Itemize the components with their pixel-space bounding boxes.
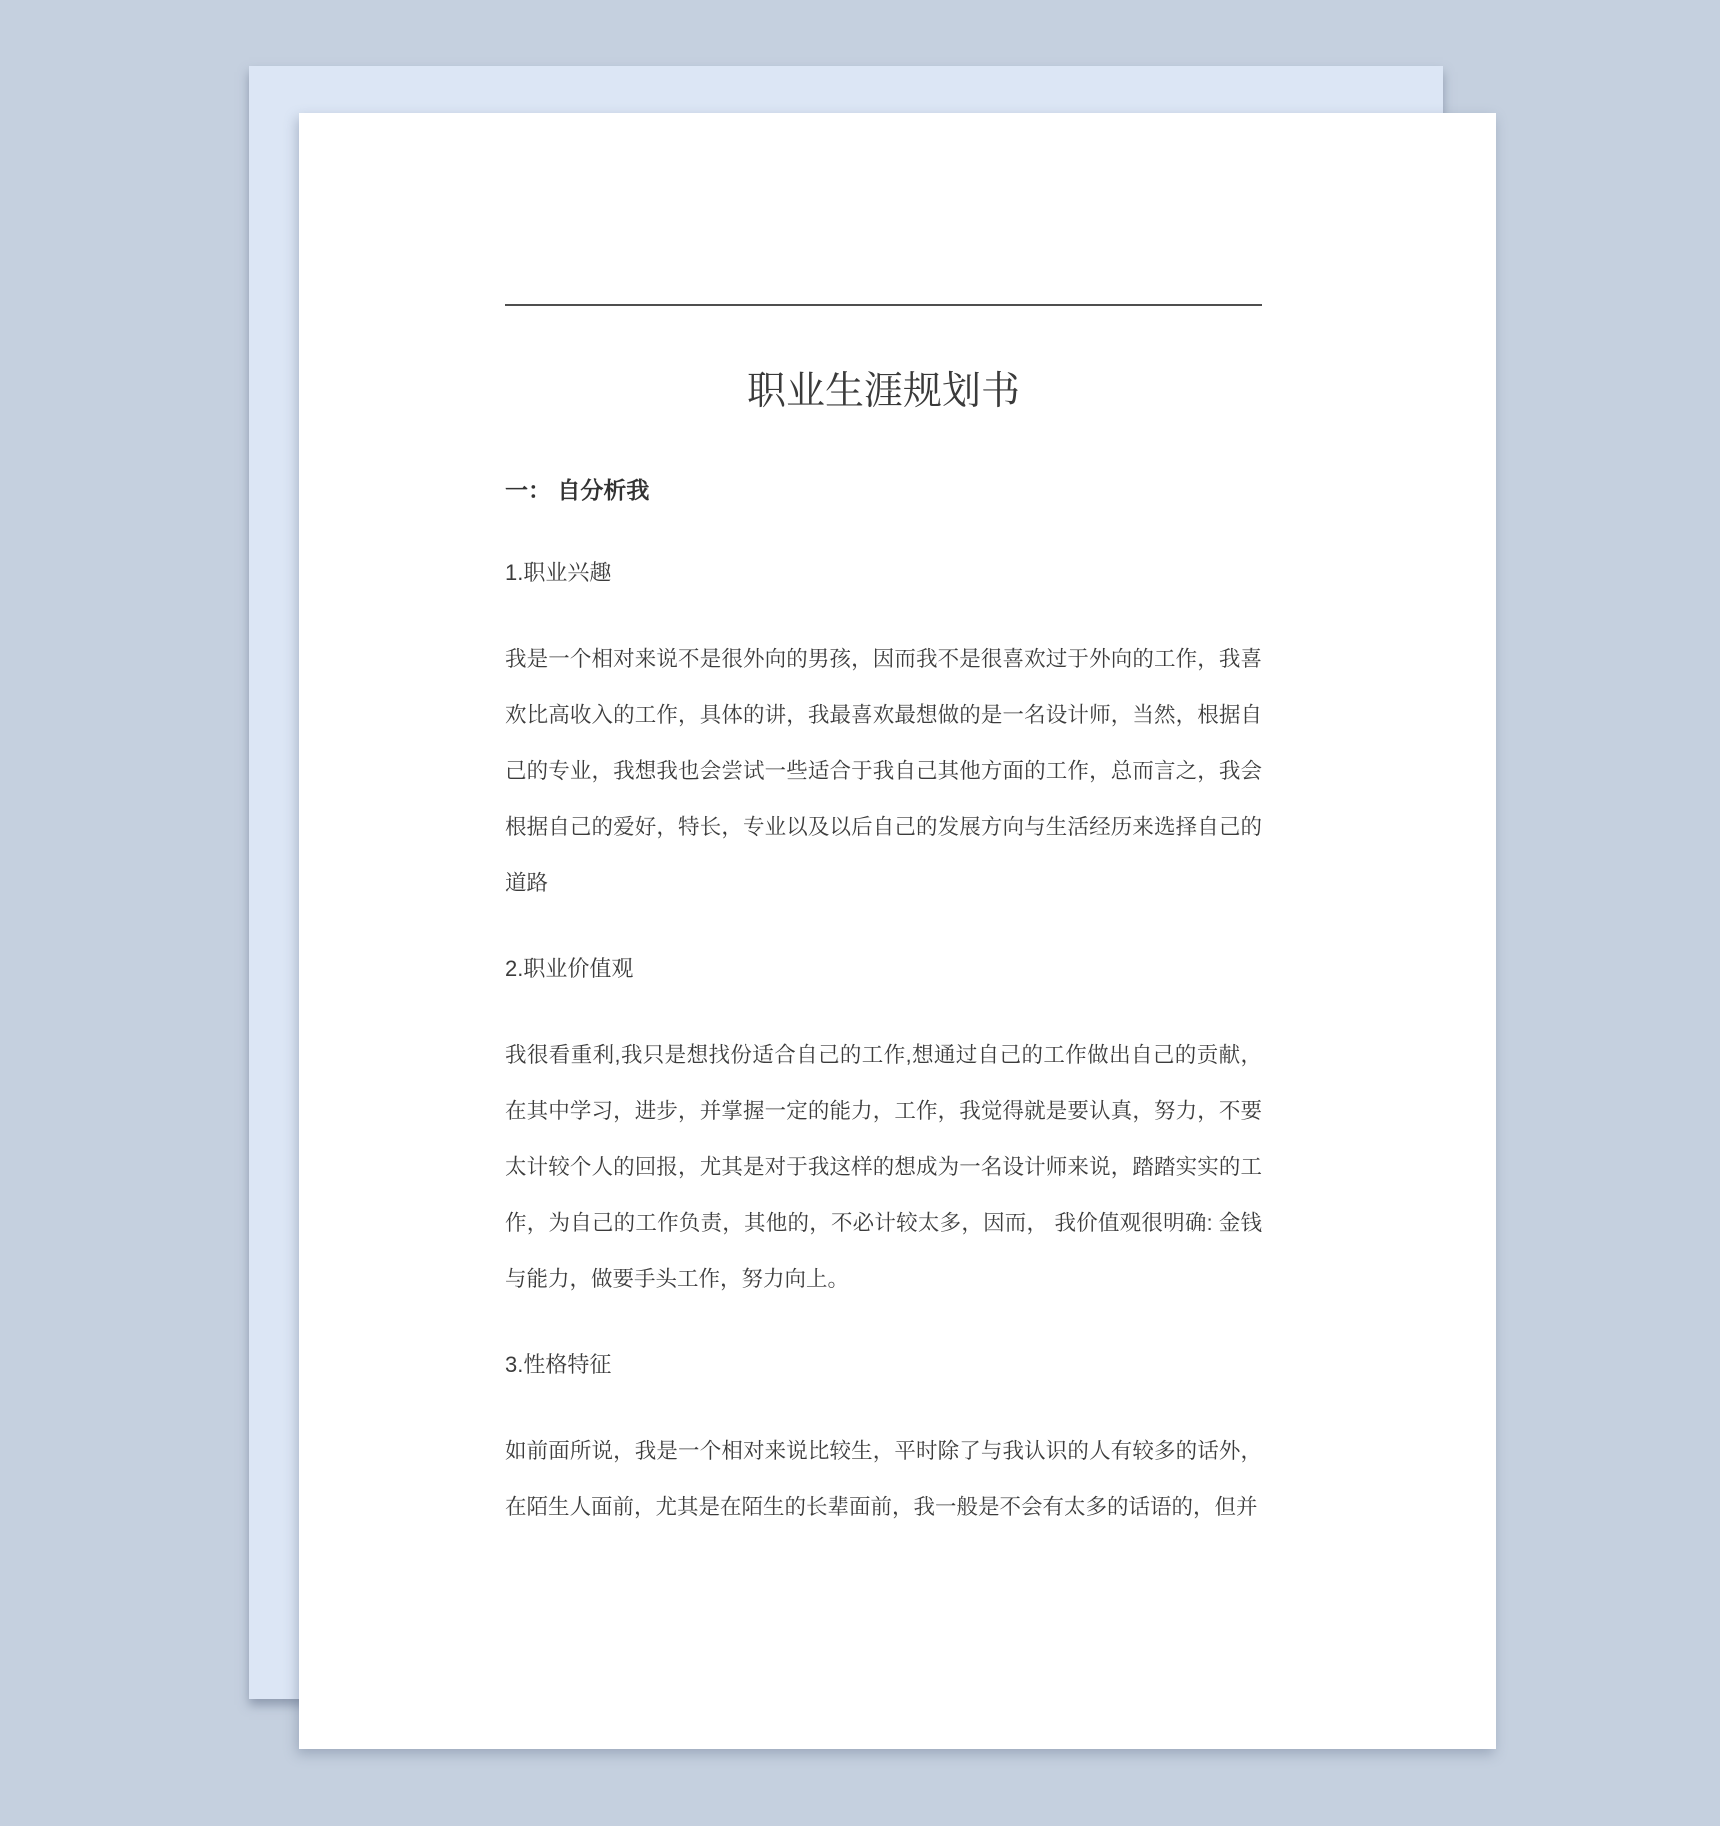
document-page [299, 113, 1496, 1749]
section-heading-self-analysis: 一： 自分析我 [505, 477, 650, 503]
document-content [299, 113, 1496, 1535]
paragraph-career-interest: 我是一个相对来说不是很外向的男孩，因而我不是很喜欢过于外向的工作，我喜欢比高收入的工作，具体的讲，我最喜欢最想做的是一名设计师，当然，根据自己的专业，我想我也会尝试一些适合于我自己其他方面的工作，总而言之，我会根据自己的爱好，特长，专业以及以后自己的发展方向与生活经历来选择自己的道路 [505, 647, 1262, 895]
paragraph-career-values: 我很看重利,我只是想找份适合自己的工作,想通过自己的工作做出自己的贡献，在其中学习，进步，并掌握一定的能力，工作，我觉得就是要认真，努力，不要太计较个人的回报，尤其是对于我这样的想成为一名设计师来说，踏踏实实的工作，为自己的工作负责，其他的，不必计较太多，因而， 我价值观很明确: 金钱与能力，做要手头工作，努力向上。 [505, 1043, 1262, 1291]
paragraph-personality-traits: 如前面所说，我是一个相对来说比较生，平时除了与我认识的人有较多的话外，在陌生人面前，尤其是在陌生的长辈面前，我一般是不会有太多的话语的，但并 [505, 1439, 1262, 1519]
subheading-personality-traits: 3.性格特征 [505, 1352, 612, 1377]
document-title: 职业生涯规划书 [746, 370, 1020, 413]
subheading-career-values: 2.职业价值观 [505, 956, 634, 981]
subheading-career-interest: 1.职业兴趣 [505, 560, 612, 585]
title-divider-line [505, 304, 1262, 306]
